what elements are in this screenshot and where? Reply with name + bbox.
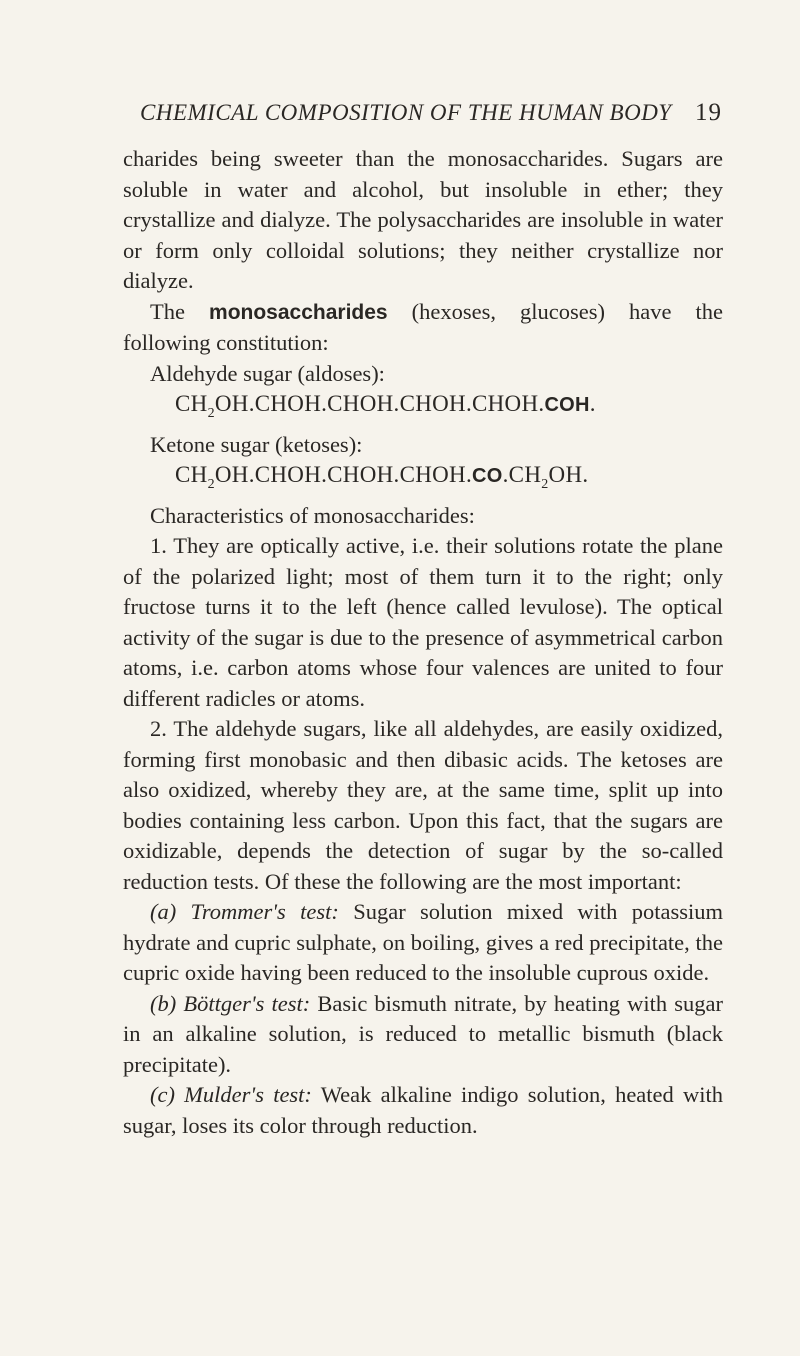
test-bottger-text: Basic bismuth nitrate, by heating with sugar in an alkaline solution, is reduced to metallic bismuth (black precipitate). [123,990,723,1077]
test-mulder [123,1080,723,1141]
test-trommer [123,897,723,989]
test-mulder-text: Weak alkaline indigo solution, heated with sugar, loses its color through reduction. [123,1082,723,1138]
chapter-title: CHEMICAL COMPOSITION OF THE HUMAN BODY [140,100,672,125]
paragraph-sugars-solubility: charides being sweeter than the monosaccharides. Sugars are soluble in water and alcohol, but insoluble in ether; they crystallize and dialyze. The polysaccharides are insoluble in water or form only colloidal solutions; they neither crystallize nor dialyze. [123,146,723,293]
test-bottger [123,989,723,1081]
ketose-label: Ketone sugar (ketoses): [150,431,363,457]
aldose-label: Aldehyde sugar (aldoses): [150,360,385,386]
characteristic-item-1: 1. They are optically active, i.e. their solutions rotate the plane of the polarized light; most of them turn it to the right; only fructose turns it to the left (hence called levulose). The optical activity of the sugar is due to the presence of asymmetrical carbon atoms, i.e. carbon atoms whose four valences are united to four different radicles or atoms. [123,533,723,711]
formula-part: . [589,391,596,416]
formula-subscript: 2 [541,477,549,492]
test-trommer-text: Sugar solution mixed with potassium hydrate and cupric sulphate, on boiling, gives a red precipitate, the cupric oxide having been reduced to the insoluble cuprous oxide. [123,899,723,985]
formula-subscript: 2 [207,477,215,492]
formula-part: CH [175,391,208,416]
test-trommer-label: (a) Trommer's test: [150,899,339,924]
page-number: 19 [695,99,722,126]
test-mulder-label: (c) Mulder's test: [150,1082,312,1107]
formula-part: OH. [548,462,589,487]
page-body [123,144,723,1141]
formula-part: OH.CHOH.CHOH.CHOH. [214,462,473,487]
formula-part: OH.CHOH.CHOH.CHOH.CHOH. [214,391,545,416]
formula-subscript: 2 [207,406,215,421]
monosaccharides-term: monosaccharides [209,300,388,324]
characteristic-item-2: 2. The aldehyde sugars, like all aldehydes, are easily oxidized, forming first monobasic and then dibasic acids. The ketoses are also oxidized, whereby they are, at the same time, split up into bodies containing less carbon. Upon this fact, that the sugars are oxidizable, depends the detection of sugar by the so-called reduction tests. Of these the following are the most important: [123,716,723,894]
monosaccharides-rest: (hexoses, glucoses) have the following constitution: [123,298,723,355]
monosaccharides-intro: The [150,298,210,324]
formula-part: .CH [502,462,542,487]
ketone-group: CO [472,465,503,487]
ketose-formula [123,460,723,501]
paragraph-monosaccharides [123,297,723,359]
formula-part: CH [175,462,208,487]
aldehyde-group: COH [544,394,590,416]
test-bottger-label: (b) Böttger's test: [150,990,311,1016]
characteristics-label: Characteristics of monosaccharides: [150,502,475,528]
aldose-formula [123,389,723,430]
